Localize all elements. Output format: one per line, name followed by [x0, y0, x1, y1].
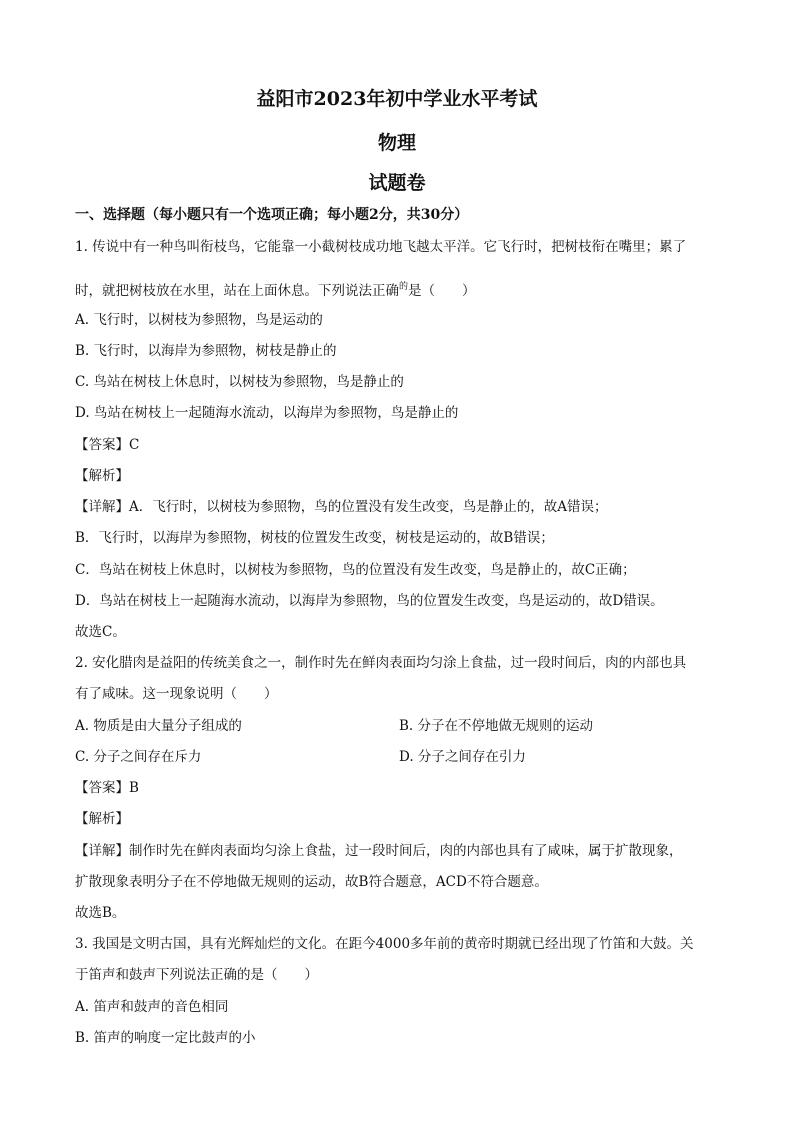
q1-detail-3: C．鸟站在树枝上休息时，以树枝为参照物，鸟的位置没有发生改变，鸟是静止的，故C正确； — [75, 562, 636, 578]
paper-type-title: 试题卷 — [368, 172, 426, 194]
q3-option-b: B. 笛声的响度一定比鼓声的小 — [75, 1030, 256, 1046]
exam-title: 益阳市2023年初中学业水平考试 — [256, 88, 538, 110]
q1-stem-line2-text: 时，就把树枝放在水里，站在上面休息。下列说法正确 — [75, 283, 399, 299]
section-heading: 一、选择题（每小题只有一个选项正确；每小题2分，共30分） — [75, 207, 469, 223]
q1-stem-line2 — [75, 278, 725, 300]
q1-analysis-label: 【解析】 — [75, 468, 129, 484]
q2-option-a: A. 物质是由大量分子组成的 — [75, 718, 242, 734]
q1-detail-4: D．鸟站在树枝上一起随海水流动，以海岸为参照物，鸟的位置发生改变，鸟是运动的，故D错误。 — [75, 593, 664, 609]
q2-option-d: D. 分子之间存在引力 — [399, 749, 526, 765]
q3-option-a: A. 笛声和鼓声的音色相同 — [75, 999, 229, 1015]
q1-detail-1: 【详解】A．飞行时，以树枝为参照物，鸟的位置没有发生改变，鸟是静止的，故A错误； — [75, 499, 608, 515]
q1-stem-line1: 1. 传说中有一种鸟叫衔枝鸟，它能靠一小截树枝成功地飞越太平洋。它飞行时，把树枝衔在嘴里；累了 — [75, 239, 687, 255]
q1-option-d: D. 鸟站在树枝上一起随海水流动，以海岸为参照物，鸟是静止的 — [75, 405, 459, 421]
q1-detail-2: B．飞行时，以海岸为参照物，树枝的位置发生改变，树枝是运动的，故B错误； — [75, 530, 554, 546]
q1-stem-superscript: 的 — [399, 282, 409, 292]
q2-stem-line1: 2. 安化腊肉是益阳的传统美食之一，制作时先在鲜肉表面均匀涂上食盐，过一段时间后，肉的内部也具 — [75, 655, 687, 671]
q3-stem-line2: 于笛声和鼓声下列说法正确的是（ ） — [75, 967, 318, 983]
q1-option-c: C. 鸟站在树枝上休息时，以树枝为参照物，鸟是静止的 — [75, 374, 404, 390]
q2-answer: 【答案】B — [75, 780, 139, 796]
q2-option-b: B. 分子在不停地做无规则的运动 — [399, 718, 594, 734]
q1-conclusion: 故选C。 — [75, 624, 126, 640]
q1-answer: 【答案】C — [75, 437, 140, 453]
q1-option-b: B. 飞行时，以海岸为参照物，树枝是静止的 — [75, 343, 337, 359]
q2-option-c: C. 分子之间存在斥力 — [75, 749, 202, 765]
q2-analysis-label: 【解析】 — [75, 811, 129, 827]
q3-stem-line1: 3. 我国是文明古国，具有光辉灿烂的文化。在距今4000多年前的黄帝时期就已经出现了竹笛和大鼓。关 — [75, 936, 694, 952]
subject-title: 物理 — [377, 132, 416, 154]
q2-conclusion: 故选B。 — [75, 905, 126, 921]
q1-option-a: A. 飞行时，以树枝为参照物，鸟是运动的 — [75, 312, 323, 328]
q2-stem-line2: 有了咸味。这一现象说明（ ） — [75, 686, 278, 702]
q2-detail-2: 扩散现象表明分子在不停地做无规则的运动，故B符合题意，ACD不符合题意。 — [75, 874, 548, 890]
q1-stem-line2-end: 是（ ） — [408, 283, 476, 299]
q2-detail-1: 【详解】制作时先在鲜肉表面均匀涂上食盐，过一段时间后，肉的内部也具有了咸味，属于扩散现象， — [75, 843, 683, 859]
